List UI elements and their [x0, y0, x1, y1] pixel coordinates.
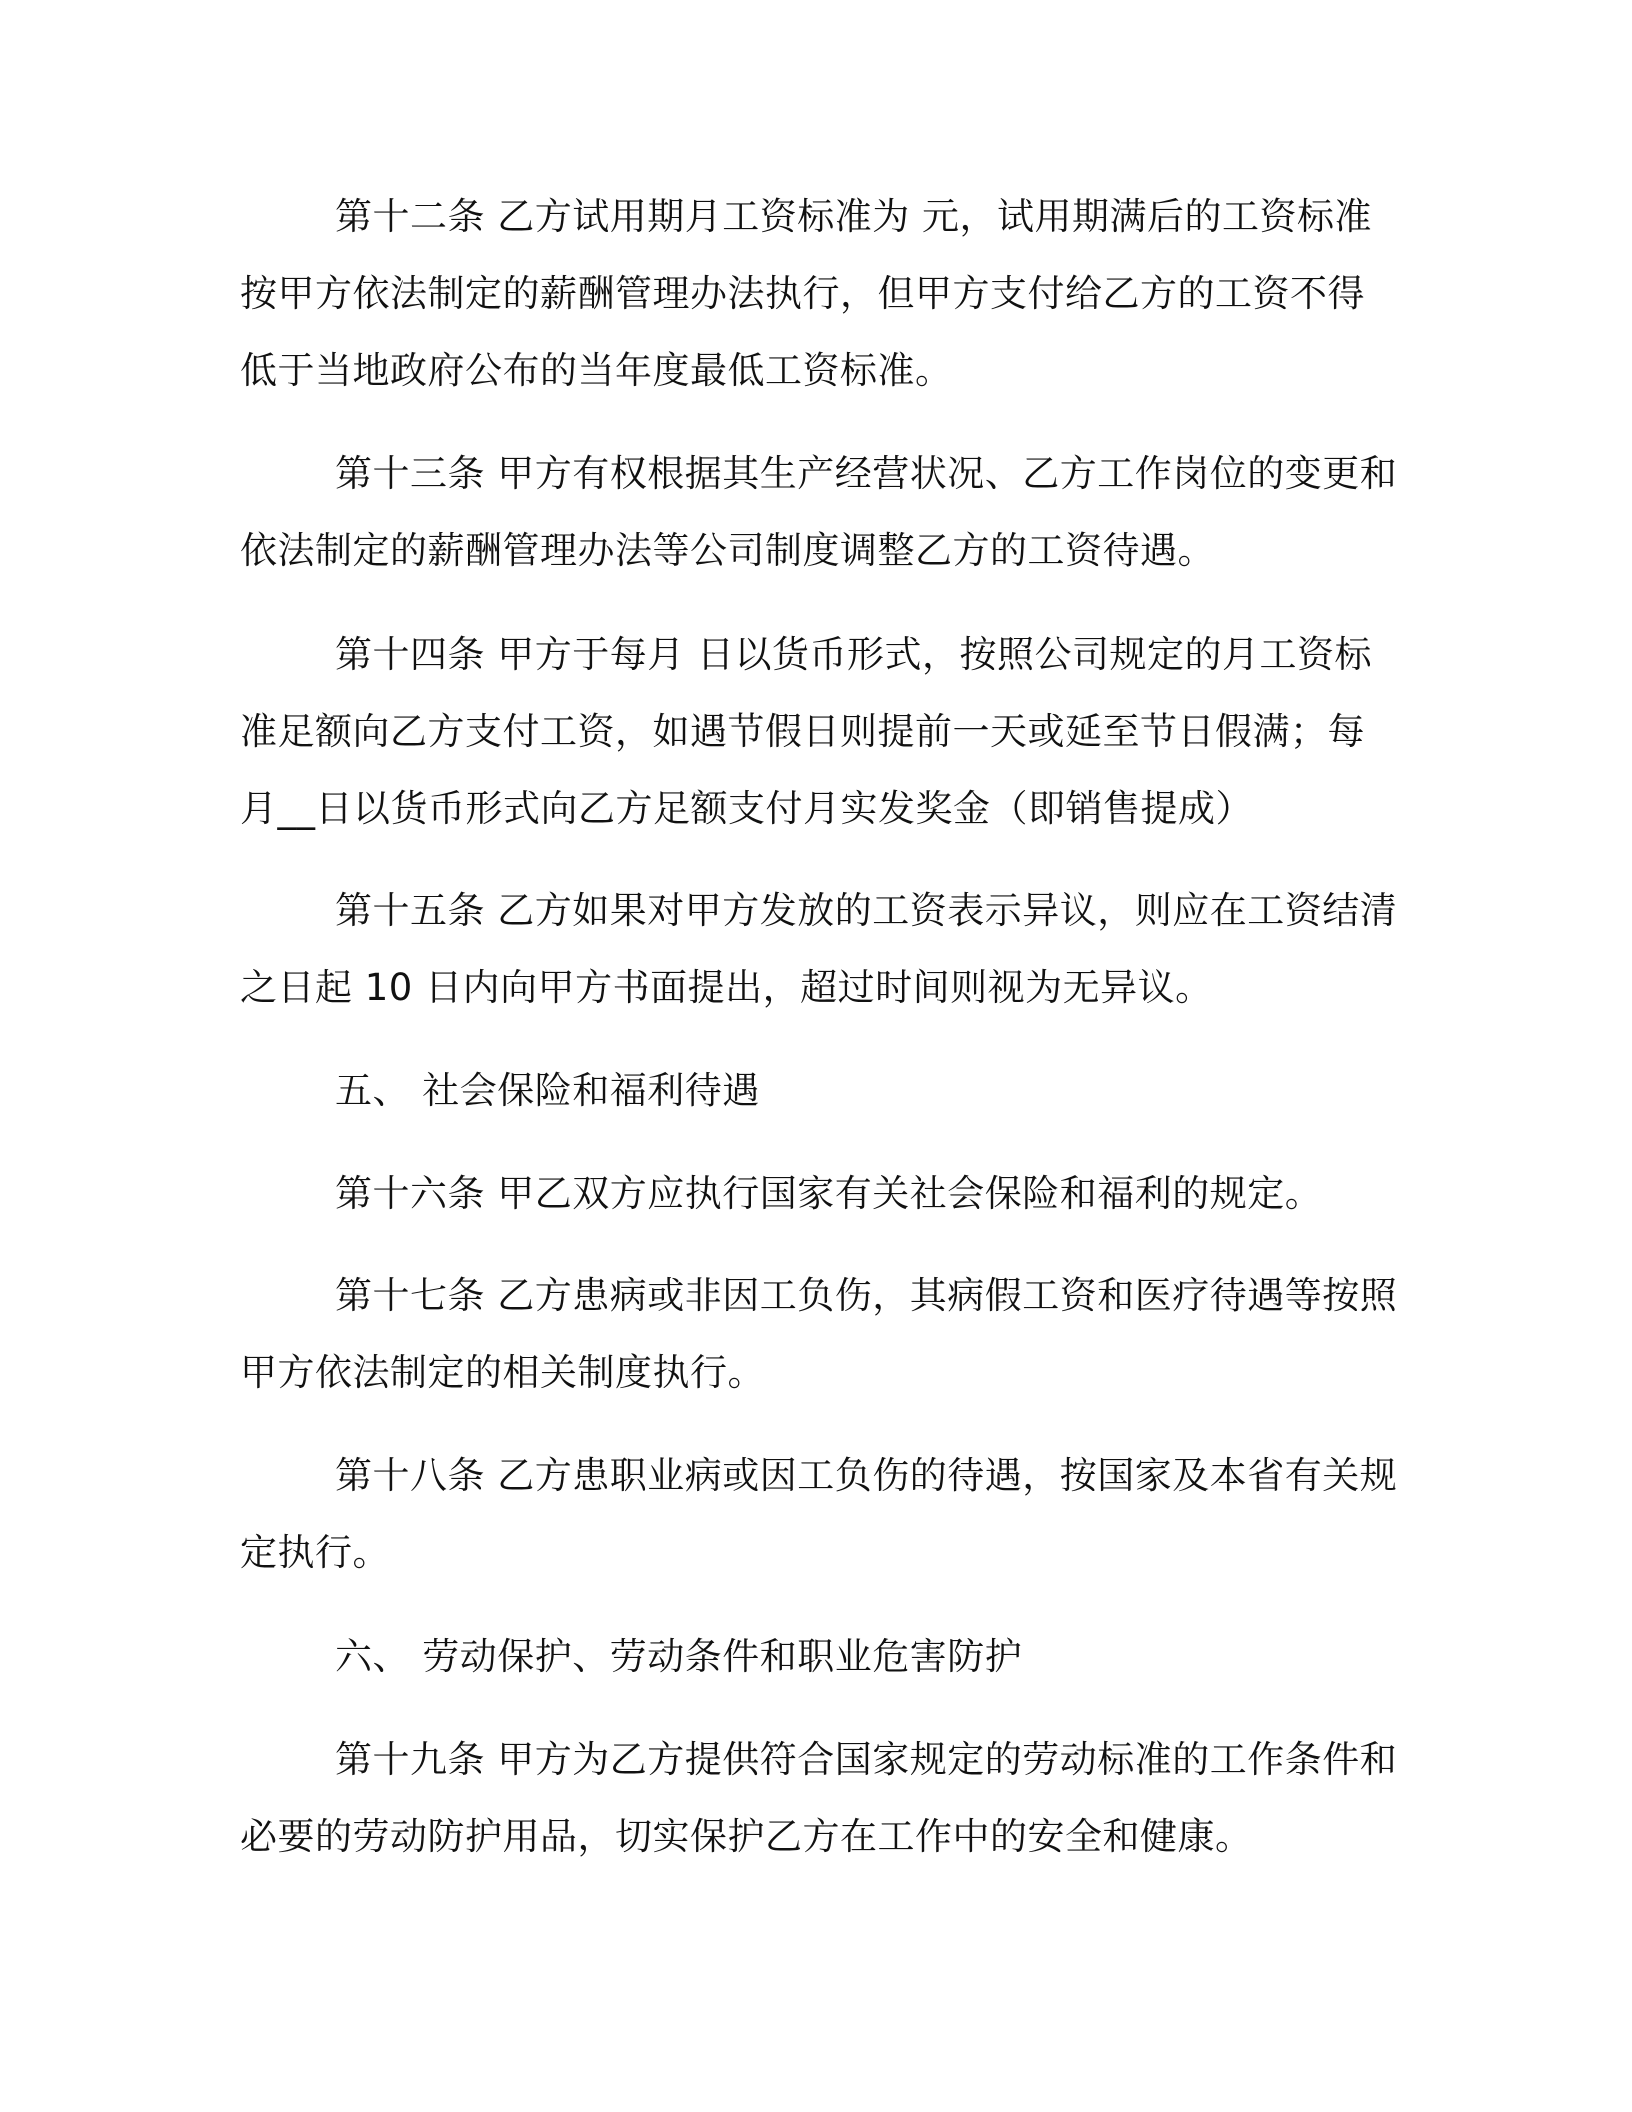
article-18-line-1: 第十八条 乙方患职业病或因工负伤的待遇，按国家及本省有关规	[335, 1454, 1398, 1497]
article-12-line-1: 第十二条 乙方试用期月工资标准为 元，试用期满后的工资标准	[335, 195, 1373, 238]
article-12-paragraph	[240, 178, 1390, 409]
article-16-line-1: 第十六条 甲乙双方应执行国家有关社会保险和福利的规定。	[335, 1172, 1323, 1215]
section-6-title: 六、 劳动保护、劳动条件和职业危害防护	[335, 1635, 1023, 1678]
section-5-title: 五、 社会保险和福利待遇	[335, 1069, 760, 1112]
article-16-paragraph	[240, 1155, 1390, 1232]
article-13-line-1: 第十三条 甲方有权根据其生产经营状况、乙方工作岗位的变更和	[335, 452, 1398, 495]
article-19-line-2: 必要的劳动防护用品，切实保护乙方在工作中的安全和健康。	[240, 1815, 1253, 1858]
article-17-line-1: 第十七条 乙方患病或非因工负伤，其病假工资和医疗待遇等按照	[335, 1274, 1398, 1317]
article-18-paragraph	[240, 1437, 1398, 1591]
article-12-line-3: 低于当地政府公布的当年度最低工资标准。	[240, 349, 953, 392]
section-5-heading	[240, 1052, 1390, 1129]
article-12-line-2: 按甲方依法制定的薪酬管理办法执行，但甲方支付给乙方的工资不得	[240, 272, 1365, 315]
section-6-heading	[240, 1618, 1390, 1695]
article-13-line-2: 依法制定的薪酬管理办法等公司制度调整乙方的工资待遇。	[240, 529, 1215, 572]
article-19-line-1: 第十九条 甲方为乙方提供符合国家规定的劳动标准的工作条件和	[335, 1738, 1398, 1781]
article-15-paragraph	[240, 872, 1398, 1026]
article-14-paragraph	[240, 616, 1390, 847]
article-14-line-1: 第十四条 甲方于每月 日以货币形式，按照公司规定的月工资标	[335, 633, 1373, 676]
article-14-line-3: 月__日以货币形式向乙方足额支付月实发奖金（即销售提成）	[240, 787, 1253, 830]
article-17-paragraph	[240, 1257, 1398, 1411]
article-13-paragraph	[240, 435, 1398, 589]
article-18-line-2: 定执行。	[240, 1531, 390, 1574]
article-15-line-1: 第十五条 乙方如果对甲方发放的工资表示异议，则应在工资结清	[335, 889, 1398, 932]
article-15-line-2: 之日起 10 日内向甲方书面提出，超过时间则视为无异议。	[240, 966, 1213, 1009]
article-19-paragraph	[240, 1721, 1398, 1875]
article-14-line-2: 准足额向乙方支付工资，如遇节假日则提前一天或延至节日假满；每	[240, 710, 1365, 753]
article-17-line-2: 甲方依法制定的相关制度执行。	[240, 1351, 765, 1394]
